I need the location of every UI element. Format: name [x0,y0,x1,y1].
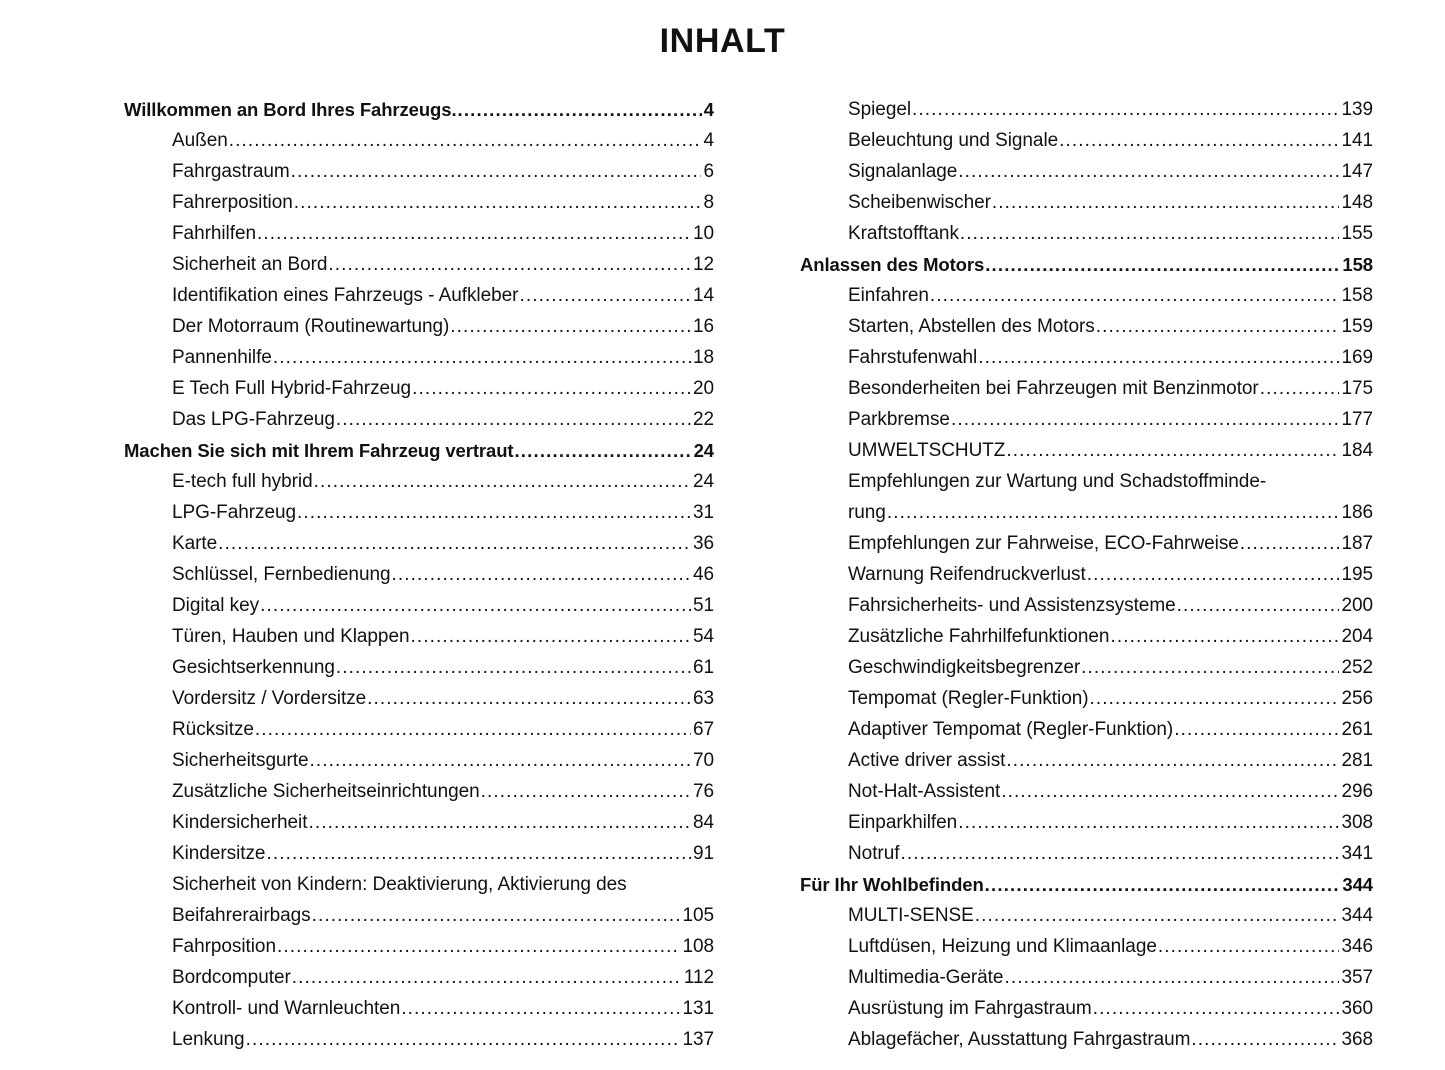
toc-leader-dots [985,249,1340,280]
toc-leader-dots [328,249,691,280]
toc-page-number: 112 [683,967,714,988]
toc-entry-title: Not-Halt-Assistent [848,781,1001,802]
toc-section-heading[interactable] [800,249,1373,280]
toc-leader-dots [336,652,691,683]
toc-page-number: 4 [703,130,714,151]
toc-leader-dots [958,807,1339,838]
toc-leader-dots [310,745,691,776]
toc-entry-title: Sicherheit an Bord [172,254,328,275]
toc-leader-dots [266,838,691,869]
toc-entry-title: Gesichtserkennung [172,657,335,678]
toc-entry[interactable] [800,156,1373,187]
toc-entry[interactable] [800,776,1373,807]
toc-entry[interactable] [124,187,714,218]
toc-page-number: 158 [1341,285,1373,306]
toc-entry-title: Einfahren [848,285,929,306]
toc-leader-dots [1093,993,1340,1024]
toc-leader-dots [218,528,691,559]
toc-page-number: 51 [692,595,714,616]
toc-page-number: 204 [1341,626,1373,647]
toc-entry[interactable] [124,249,714,280]
toc-leader-dots [519,280,691,311]
toc-page-number: 155 [1341,223,1373,244]
toc-entry-title: Notruf [848,843,900,864]
toc-entry-title: Der Motorraum (Routinewartung) [172,316,450,337]
toc-entry-title: MULTI-SENSE [848,905,974,926]
toc-entry[interactable] [124,714,714,745]
toc-entry[interactable] [800,311,1373,342]
toc-leader-dots [960,218,1340,249]
toc-entry-title: E Tech Full Hybrid-Fahrzeug [172,378,412,399]
toc-page-number: 131 [682,998,714,1019]
toc-page-number: 84 [692,812,714,833]
toc-leader-dots [1240,528,1340,559]
toc-page-number: 61 [692,657,714,678]
toc-page-number: 12 [692,254,714,275]
toc-entry[interactable] [800,807,1373,838]
toc-leader-dots [1158,931,1340,962]
toc-entry[interactable] [800,373,1373,404]
toc-page-number: 368 [1341,1029,1373,1050]
toc-entry[interactable] [800,466,1373,528]
toc-leader-dots [273,342,691,373]
toc-entry-title: Für Ihr Wohlbefinden [800,874,984,895]
toc-entry-title: Fahrerposition [172,192,293,213]
toc-entry-title: Spiegel [848,99,912,120]
toc-entry[interactable] [124,559,714,590]
toc-leader-dots [312,900,681,931]
toc-entry-title: Sicherheitsgurte [172,750,309,771]
toc-leader-dots [1090,683,1340,714]
toc-leader-dots [257,218,691,249]
toc-page-number: 186 [1341,502,1373,523]
toc-page-number: 20 [692,378,714,399]
toc-page-number: 346 [1341,936,1373,957]
toc-leader-dots [1260,373,1340,404]
toc-page-number: 158 [1342,254,1373,275]
toc-column-right [800,94,1373,1055]
toc-leader-dots [900,838,1339,869]
toc-leader-dots [1174,714,1339,745]
toc-entry[interactable] [124,838,714,869]
toc-entry[interactable] [800,931,1373,962]
toc-entry-title: Adaptiver Tempomat (Regler-Funktion) [848,719,1174,740]
toc-page-number: 10 [692,223,714,244]
toc-entry[interactable] [124,931,714,962]
toc-entry[interactable] [124,280,714,311]
toc-entry-title: Warnung Reifendruckverlust [848,564,1086,585]
toc-leader-dots [336,404,691,435]
toc-entry-title: Machen Sie sich mit Ihrem Fahrzeug vertraut [124,440,514,461]
toc-leader-dots [1110,621,1339,652]
toc-leader-dots [401,993,680,1024]
toc-entry-title-line-1: Empfehlungen zur Wartung und Schadstoffminde- [848,471,1267,492]
toc-page-number: 67 [692,719,714,740]
toc-leader-dots [294,187,702,218]
page-title: INHALT [659,22,786,60]
toc-entry[interactable] [800,993,1373,1024]
toc-entry[interactable] [124,373,714,404]
toc-entry-title: Lenkung [172,1029,245,1050]
toc-entry-title: Zusätzliche Fahrhilfefunktionen [848,626,1110,647]
toc-page-number: 16 [692,316,714,337]
toc-page-number: 8 [703,192,714,213]
toc-page-number: 344 [1342,874,1373,895]
toc-entry-title: Active driver assist [848,750,1006,771]
toc-page-number: 36 [692,533,714,554]
toc-entry-title: Geschwindigkeitsbegrenzer [848,657,1081,678]
toc-entry-title: Tempomat (Regler-Funktion) [848,688,1089,709]
toc-entry-title: rung [848,502,886,523]
toc-entry-title: Kindersitze [172,843,266,864]
toc-entry[interactable] [124,497,714,528]
toc-entry[interactable] [800,342,1373,373]
toc-leader-dots [450,311,691,342]
toc-page-number: 4 [703,99,714,120]
toc-entry[interactable] [800,745,1373,776]
toc-leader-dots [297,497,691,528]
toc-page-number: 31 [692,502,714,523]
toc-entry-title: Beleuchtung und Signale [848,130,1059,151]
toc-section-heading[interactable] [800,869,1373,900]
toc-leader-dots [255,714,691,745]
toc-leader-dots [292,962,682,993]
toc-page-number: 281 [1341,750,1373,771]
toc-entry[interactable] [124,1024,714,1055]
toc-leader-dots [246,1024,681,1055]
toc-leader-dots [985,869,1341,900]
toc-page-number: 200 [1341,595,1373,616]
toc-page-number: 105 [682,905,714,926]
toc-page-number: 187 [1341,533,1373,554]
toc-entry-title: Türen, Hauben und Klappen [172,626,410,647]
toc-entry-title: Fahrhilfen [172,223,256,244]
toc-entry-title: UMWELTSCHUTZ [848,440,1006,461]
toc-page-number: 308 [1341,812,1373,833]
toc-entry[interactable] [800,94,1373,125]
toc-entry[interactable] [800,218,1373,249]
toc-leader-dots [410,621,690,652]
toc-leader-dots [951,404,1340,435]
toc-entry-title: Rücksitze [172,719,254,740]
toc-entry-title: Signalanlage [848,161,958,182]
toc-leader-dots [1059,125,1339,156]
toc-page-number: 141 [1341,130,1373,151]
toc-section-heading[interactable] [124,435,714,466]
toc-entry[interactable] [124,652,714,683]
toc-page-number: 195 [1341,564,1373,585]
toc-entry[interactable] [800,590,1373,621]
toc-entry-title: Einparkhilfen [848,812,958,833]
toc-entry[interactable] [800,900,1373,931]
toc-page-number: 256 [1341,688,1373,709]
toc-page-number: 341 [1341,843,1373,864]
toc-entry-title: Kontroll- und Warnleuchten [172,998,401,1019]
toc-section-heading[interactable] [124,94,714,125]
toc-entry-title: Identifikation eines Fahrzeugs - Aufkleber [172,285,519,306]
toc-leader-dots [887,497,1340,528]
toc-leader-dots [1001,776,1339,807]
toc-entry-title: Ausrüstung im Fahrgastraum [848,998,1092,1019]
toc-entry-title: Willkommen an Bord Ihres Fahrzeugs. [124,99,457,120]
toc-entry[interactable] [124,218,714,249]
toc-page-number: 70 [692,750,714,771]
toc-entry-title: Luftdüsen, Heizung und Klimaanlage [848,936,1157,957]
toc-entry[interactable] [124,807,714,838]
toc-entry[interactable] [800,838,1373,869]
toc-page-number: 76 [692,781,714,802]
toc-entry-title: LPG-Fahrzeug [172,502,297,523]
toc-leader-dots [260,590,691,621]
toc-leader-dots [277,931,680,962]
toc-entry[interactable] [124,683,714,714]
toc-entry-title: Beifahrerairbags [172,905,311,926]
toc-page-number: 296 [1341,781,1373,802]
toc-entry-title: Pannenhilfe [172,347,272,368]
toc-column-left [124,94,714,1055]
toc-columns [0,94,1445,1055]
toc-entry-title: Scheibenwischer [848,192,991,213]
toc-page-number: 357 [1341,967,1373,988]
toc-page-number: 24 [693,440,714,461]
toc-entry-title: Starten, Abstellen des Motors [848,316,1095,337]
toc-entry-title: Kraftstofftank [848,223,959,244]
toc-page-number: 54 [692,626,714,647]
toc-entry-title-line-2-row [848,497,1373,528]
toc-leader-dots [514,435,691,466]
toc-leader-dots [481,776,691,807]
toc-entry-title: Besonderheiten bei Fahrzeugen mit Benzinmotor [848,378,1259,399]
toc-entry[interactable] [800,435,1373,466]
toc-leader-dots [1087,559,1340,590]
toc-leader-dots [930,280,1340,311]
toc-page-number: 18 [692,347,714,368]
toc-entry-title: Vordersitz / Vordersitze [172,688,367,709]
toc-entry[interactable] [124,342,714,373]
toc-leader-dots [291,156,702,187]
toc-entry-title-line-2-row [172,900,714,931]
toc-entry-title: Empfehlungen zur Fahrweise, ECO-Fahrweise [848,533,1239,554]
toc-page-number: 184 [1341,440,1373,461]
toc-entry[interactable] [124,962,714,993]
toc-page-number: 177 [1341,409,1373,430]
toc-leader-dots [912,94,1339,125]
toc-leader-dots [229,125,702,156]
toc-leader-dots [314,466,691,497]
toc-entry[interactable] [800,683,1373,714]
toc-page-number: 344 [1341,905,1373,926]
toc-leader-dots [1081,652,1339,683]
toc-entry[interactable] [800,528,1373,559]
toc-page-number: 139 [1341,99,1373,120]
toc-entry[interactable] [124,745,714,776]
toc-entry[interactable] [124,621,714,652]
toc-entry-title: Fahrsicherheits- und Assistenzsysteme [848,595,1176,616]
toc-entry[interactable] [124,311,714,342]
toc-entry[interactable] [800,621,1373,652]
toc-page-number: 137 [682,1029,714,1050]
toc-leader-dots [1006,435,1339,466]
toc-entry[interactable] [124,776,714,807]
toc-entry[interactable] [124,993,714,1024]
toc-entry[interactable] [800,559,1373,590]
toc-entry-title: Parkbremse [848,409,950,430]
toc-page-number: 360 [1341,998,1373,1019]
toc-entry-title: E-tech full hybrid [172,471,313,492]
toc-page-number: 91 [692,843,714,864]
toc-page-number: 63 [692,688,714,709]
toc-leader-dots [392,559,691,590]
toc-entry-title: Schlüssel, Fernbedienung [172,564,391,585]
toc-entry[interactable] [800,962,1373,993]
toc-entry[interactable] [124,466,714,497]
toc-leader-dots [308,807,691,838]
toc-entry-title: Außen [172,130,228,151]
toc-page-number: 169 [1341,347,1373,368]
toc-page-number: 252 [1341,657,1373,678]
toc-entry-title: Digital key [172,595,260,616]
toc-page-number: 22 [692,409,714,430]
toc-page-number: 108 [682,936,714,957]
toc-entry[interactable] [800,280,1373,311]
toc-entry[interactable] [124,869,714,931]
toc-entry-title: Karte [172,533,218,554]
toc-page-number: 159 [1341,316,1373,337]
toc-entry[interactable] [800,1024,1373,1055]
toc-entry-title: Zusätzliche Sicherheitseinrichtungen [172,781,480,802]
toc-leader-dots [958,156,1339,187]
toc-entry-title-line-1: Sicherheit von Kindern: Deaktivierung, Aktivierung des [172,874,627,895]
toc-entry[interactable] [124,125,714,156]
toc-entry-title: Ablagefächer, Ausstattung Fahrgastraum [848,1029,1191,1050]
toc-page-number: 148 [1341,192,1373,213]
toc-entry[interactable] [124,590,714,621]
toc-entry[interactable] [124,156,714,187]
toc-leader-dots [975,900,1340,931]
toc-leader-dots [992,187,1340,218]
toc-leader-dots [1177,590,1340,621]
toc-entry-title: Fahrstufenwahl [848,347,978,368]
toc-leader-dots [1191,1024,1339,1055]
toc-entry-title: Fahrgastraum [172,161,290,182]
toc-leader-dots [978,342,1339,373]
toc-entry[interactable] [124,404,714,435]
toc-entry[interactable] [800,125,1373,156]
toc-page-number: 6 [703,161,714,182]
toc-leader-dots [1096,311,1340,342]
toc-leader-dots [1004,962,1339,993]
toc-entry-title: Das LPG-Fahrzeug [172,409,335,430]
toc-entry[interactable] [124,528,714,559]
toc-page-number: 261 [1341,719,1373,740]
toc-entry[interactable] [800,652,1373,683]
toc-entry-title: Fahrposition [172,936,276,957]
toc-entry-title: Kindersicherheit [172,812,308,833]
toc-page-number: 147 [1341,161,1373,182]
toc-entry-title: Multimedia-Geräte [848,967,1004,988]
toc-page-number: 175 [1341,378,1373,399]
toc-page-number: 24 [692,471,714,492]
toc-leader-dots [1006,745,1339,776]
toc-entry-title: Anlassen des Motors [800,254,985,275]
toc-leader-dots [412,373,691,404]
toc-entry[interactable] [800,404,1373,435]
toc-leader-dots [457,94,701,125]
toc-entry-title: Bordcomputer [172,967,291,988]
toc-leader-dots [367,683,691,714]
toc-entry[interactable] [800,187,1373,218]
toc-page-number: 14 [692,285,714,306]
toc-page-number: 46 [692,564,714,585]
toc-entry[interactable] [800,714,1373,745]
